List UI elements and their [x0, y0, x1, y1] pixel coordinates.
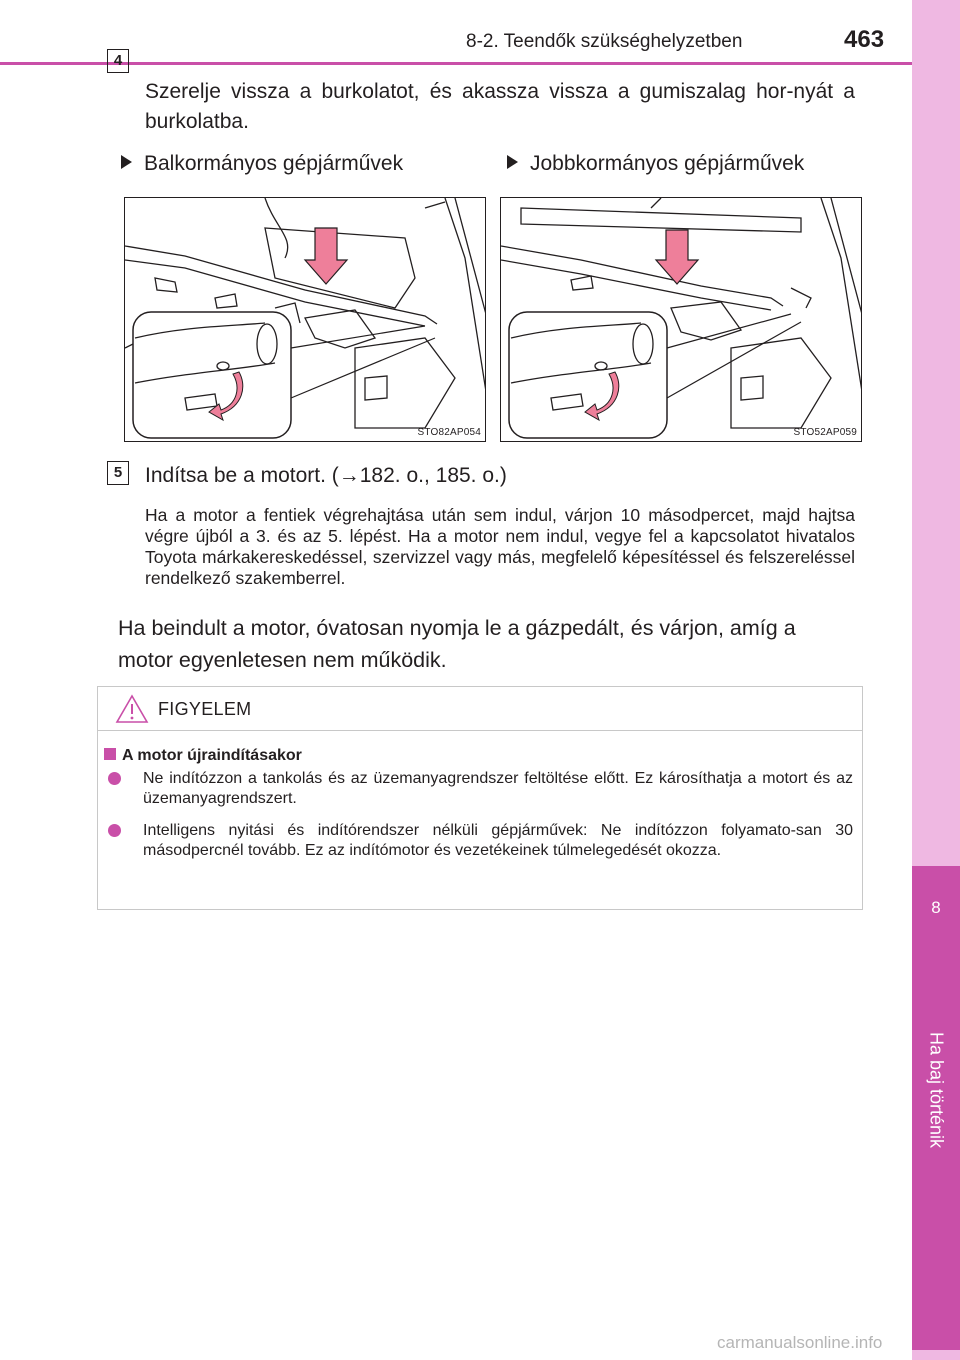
- watermark: carmanualsonline.info: [717, 1333, 883, 1352]
- round-bullet-icon: [108, 772, 121, 785]
- triangle-bullet-icon: [121, 155, 132, 169]
- rhd-cowl-illustration: [500, 197, 862, 442]
- square-bullet-icon: [104, 748, 116, 760]
- warning-subtitle: [104, 747, 302, 765]
- rhd-cowl-drawing: [501, 198, 862, 442]
- rhd-label: [507, 152, 804, 176]
- warning-box: [97, 686, 863, 910]
- rhd-figure-code: STO52AP059: [793, 427, 857, 438]
- warning-item-text: Ne indítózzon a tankolás és az üzemanyagrendszer feltöltése előtt. Ez károsíthatja a motort és az üzemanyagrendszert.: [143, 770, 853, 807]
- lhd-cowl-drawing: [125, 198, 486, 442]
- header-rule: [0, 62, 912, 65]
- warning-triangle-icon: [115, 694, 149, 724]
- lhd-figure-code: STO82AP054: [417, 427, 481, 438]
- page-number: 463: [844, 26, 885, 53]
- warning-item-text: Intelligens nyitási és indítórendszer nélküli gépjárművek: Ne indítózzon folyamato-san 30 másodpercnél tovább. Ez az indítómotor és vezetékeinek túlmelegedését okozza.: [143, 822, 853, 859]
- warning-subtitle-text: A motor újraindításakor: [122, 747, 302, 764]
- chapter-number: 8: [931, 898, 941, 917]
- engine-running-paragraph: Ha beindult a motor, óvatosan nyomja le a gázpedált, és várjon, amíg a motor egyenletesen nem működik.: [118, 616, 796, 672]
- warning-header: [98, 687, 862, 731]
- warning-item: [108, 769, 853, 809]
- lhd-cowl-illustration: [124, 197, 486, 442]
- section-title: 8-2. Teendők szükséghelyzetben: [466, 31, 743, 52]
- step-5-text: Indítsa be a motort. (→182. o., 185. o.): [145, 464, 507, 487]
- warning-item: [108, 821, 853, 861]
- lhd-label: [121, 152, 403, 176]
- step-4-text: Szerelje vissza a burkolatot, és akassza vissza a gumiszalag hor-nyát a burkolatba.: [145, 80, 855, 133]
- chapter-title: Ha baj történik: [926, 1031, 947, 1149]
- rhd-label-text: Jobbkormányos gépjárművek: [530, 152, 805, 175]
- lhd-label-text: Balkormányos gépjárművek: [144, 152, 404, 175]
- round-bullet-icon: [108, 824, 121, 837]
- step-4-badge: 4: [107, 49, 129, 73]
- step-5-badge: 5: [107, 461, 129, 485]
- warning-title: FIGYELEM: [158, 699, 252, 719]
- step-5-note: Ha a motor a fentiek végrehajtása után sem indul, várjon 10 másodpercet, majd hajtsa végre újból a 3. és az 5. lépést. Ha a motor nem indul, vegye fel a kapcsolatot hivatalos Toyota márkakereskedéssel, szervizzel vagy más, megfelelő képesítéssel és felszereléssel rendelkező szakemberrel.: [145, 505, 855, 588]
- triangle-bullet-icon: [507, 155, 518, 169]
